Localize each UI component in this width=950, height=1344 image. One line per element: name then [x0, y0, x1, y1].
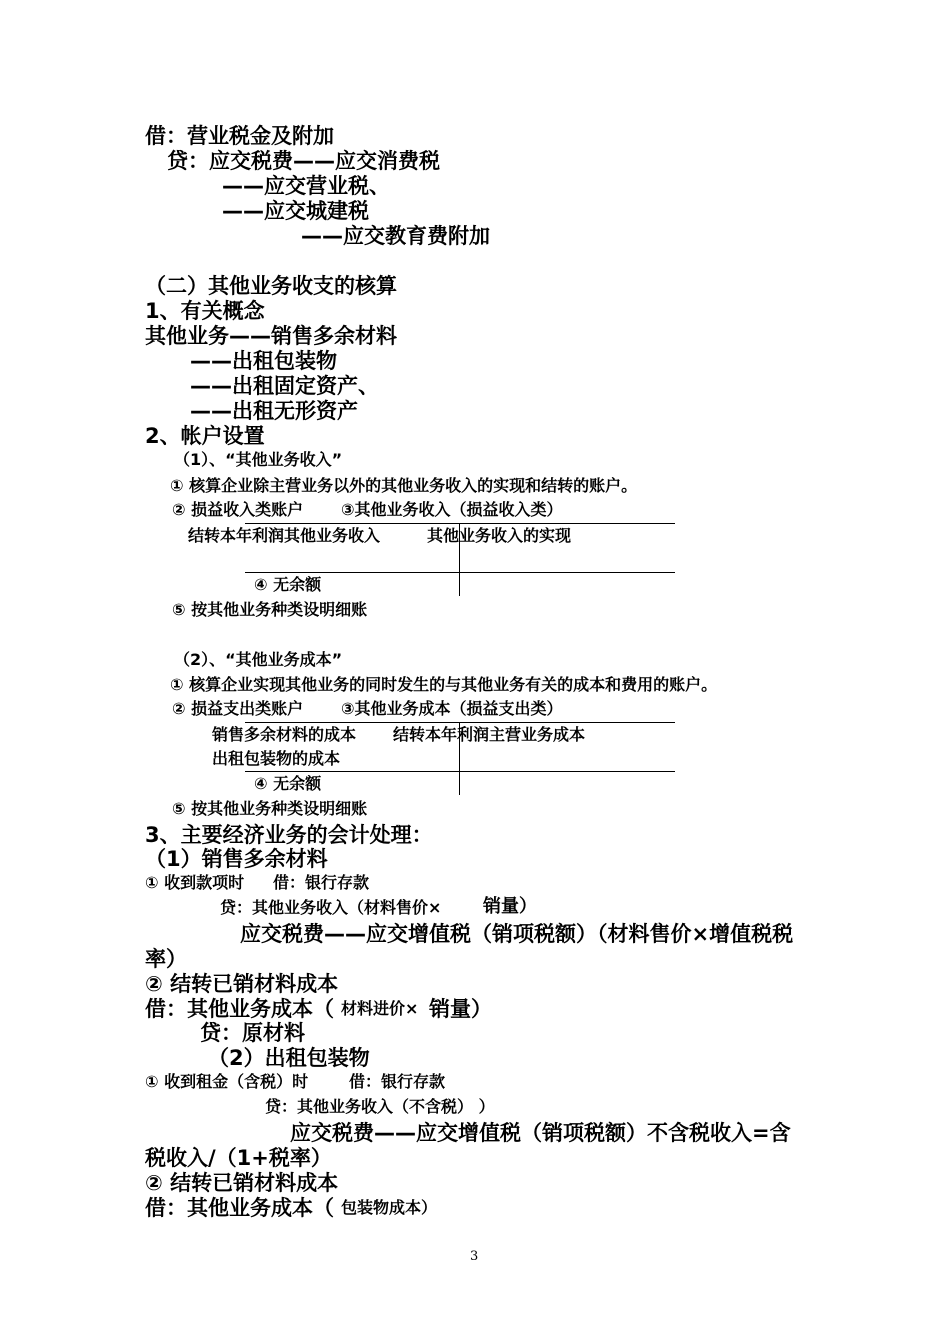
- t-account-top-line: [245, 523, 675, 524]
- revenue-item-5: ⑤ 按其他业务种类设明细账: [172, 600, 368, 619]
- sell-debit-cost-end: 销量）: [429, 997, 492, 1021]
- sell-debit-bank: 借：银行存款: [273, 873, 370, 892]
- sell-credit-materials: 贷：原材料: [200, 1021, 305, 1045]
- cost-debit-side-2: 出租包装物的成本: [212, 749, 341, 768]
- sell-credit-revenue-end: 销量）: [483, 896, 537, 917]
- account-other-revenue-title: （1）、“其他业务收入”: [174, 450, 343, 469]
- section-heading: （二）其他业务收支的核算: [145, 274, 397, 298]
- cost-credit-side: 结转本年利润主营业务成本: [393, 725, 586, 744]
- cost-t-account-title: ③其他业务成本（损益支出类）: [341, 699, 563, 718]
- subsection-transactions: 3、主要经济业务的会计处理：: [145, 823, 433, 847]
- credit-education-fee: ——应交教育费附加: [301, 224, 490, 248]
- revenue-item-2: ② 损益收入类账户: [172, 500, 304, 519]
- sell-debit-cost-detail: 材料进价×: [341, 999, 419, 1018]
- rent-step-1: ① 收到租金（含税）时: [145, 1072, 309, 1091]
- credit-city-tax: ——应交城建税: [222, 199, 369, 223]
- revenue-credit-side: 其他业务收入的实现: [427, 526, 572, 545]
- concept-sell-materials: 其他业务——销售多余材料: [145, 324, 397, 348]
- sell-debit-cost: 借：其他业务成本（: [145, 997, 334, 1021]
- rent-credit-revenue: 贷：其他业务收入（不含税） ）: [265, 1097, 495, 1116]
- rent-step-2: ② 结转已销材料成本: [145, 1171, 339, 1195]
- page-number: 3: [470, 1249, 479, 1264]
- cost-item-2: ② 损益支出类账户: [172, 699, 304, 718]
- t-account-top-line: [245, 722, 675, 723]
- subsection-concepts: 1、有关概念: [145, 299, 265, 323]
- sell-step-2: ② 结转已销材料成本: [145, 972, 339, 996]
- cost-item-4: ④ 无余额: [254, 774, 322, 793]
- revenue-debit-side: 结转本年利润其他业务收入: [188, 526, 381, 545]
- revenue-item-4: ④ 无余额: [254, 575, 322, 594]
- concept-rent-fixed-assets: ——出租固定资产、: [190, 374, 379, 398]
- concept-rent-packaging: ——出租包装物: [190, 349, 337, 373]
- credit-business-tax: ——应交营业税、: [222, 174, 390, 198]
- subsection-accounts: 2、帐户设置: [145, 424, 265, 448]
- rent-debit-cost-detail: 包装物成本）: [341, 1198, 438, 1217]
- account-other-cost-title: （2）、“其他业务成本”: [174, 650, 343, 669]
- cost-debit-side-1: 销售多余材料的成本: [212, 725, 357, 744]
- sell-credit-vat-cont: 率）: [145, 947, 187, 971]
- revenue-t-account-title: ③其他业务收入（损益收入类）: [341, 500, 563, 519]
- rent-credit-vat: 应交税费——应交增值税（销项税额）不含税收入=含: [290, 1121, 791, 1145]
- sell-step-1: ① 收到款项时: [145, 873, 245, 892]
- t-account-bottom-line: [245, 572, 675, 573]
- revenue-item-1: ① 核算企业除主营业务以外的其他业务收入的实现和结转的账户。: [170, 476, 638, 495]
- t-account-bottom-line: [245, 771, 675, 772]
- transaction-rent-packaging: （2）出租包装物: [208, 1046, 370, 1070]
- rent-debit-cost: 借：其他业务成本（: [145, 1196, 334, 1220]
- sell-credit-vat: 应交税费——应交增值税（销项税额）（材料售价×增值税税: [240, 922, 794, 946]
- cost-item-5: ⑤ 按其他业务种类设明细账: [172, 799, 368, 818]
- debit-business-tax: 借：营业税金及附加: [145, 124, 334, 148]
- concept-rent-intangible: ——出租无形资产: [190, 399, 358, 423]
- rent-debit-bank: 借：银行存款: [349, 1072, 446, 1091]
- cost-item-1: ① 核算企业实现其他业务的同时发生的与其他业务有关的成本和费用的账户。: [170, 675, 718, 694]
- credit-consumption-tax: 贷：应交税费——应交消费税: [167, 149, 440, 173]
- rent-credit-vat-cont: 税收入/（1+税率）: [145, 1146, 332, 1170]
- transaction-sell-materials: （1）销售多余材料: [145, 847, 328, 871]
- sell-credit-revenue: 贷：其他业务收入（材料售价×: [220, 898, 442, 917]
